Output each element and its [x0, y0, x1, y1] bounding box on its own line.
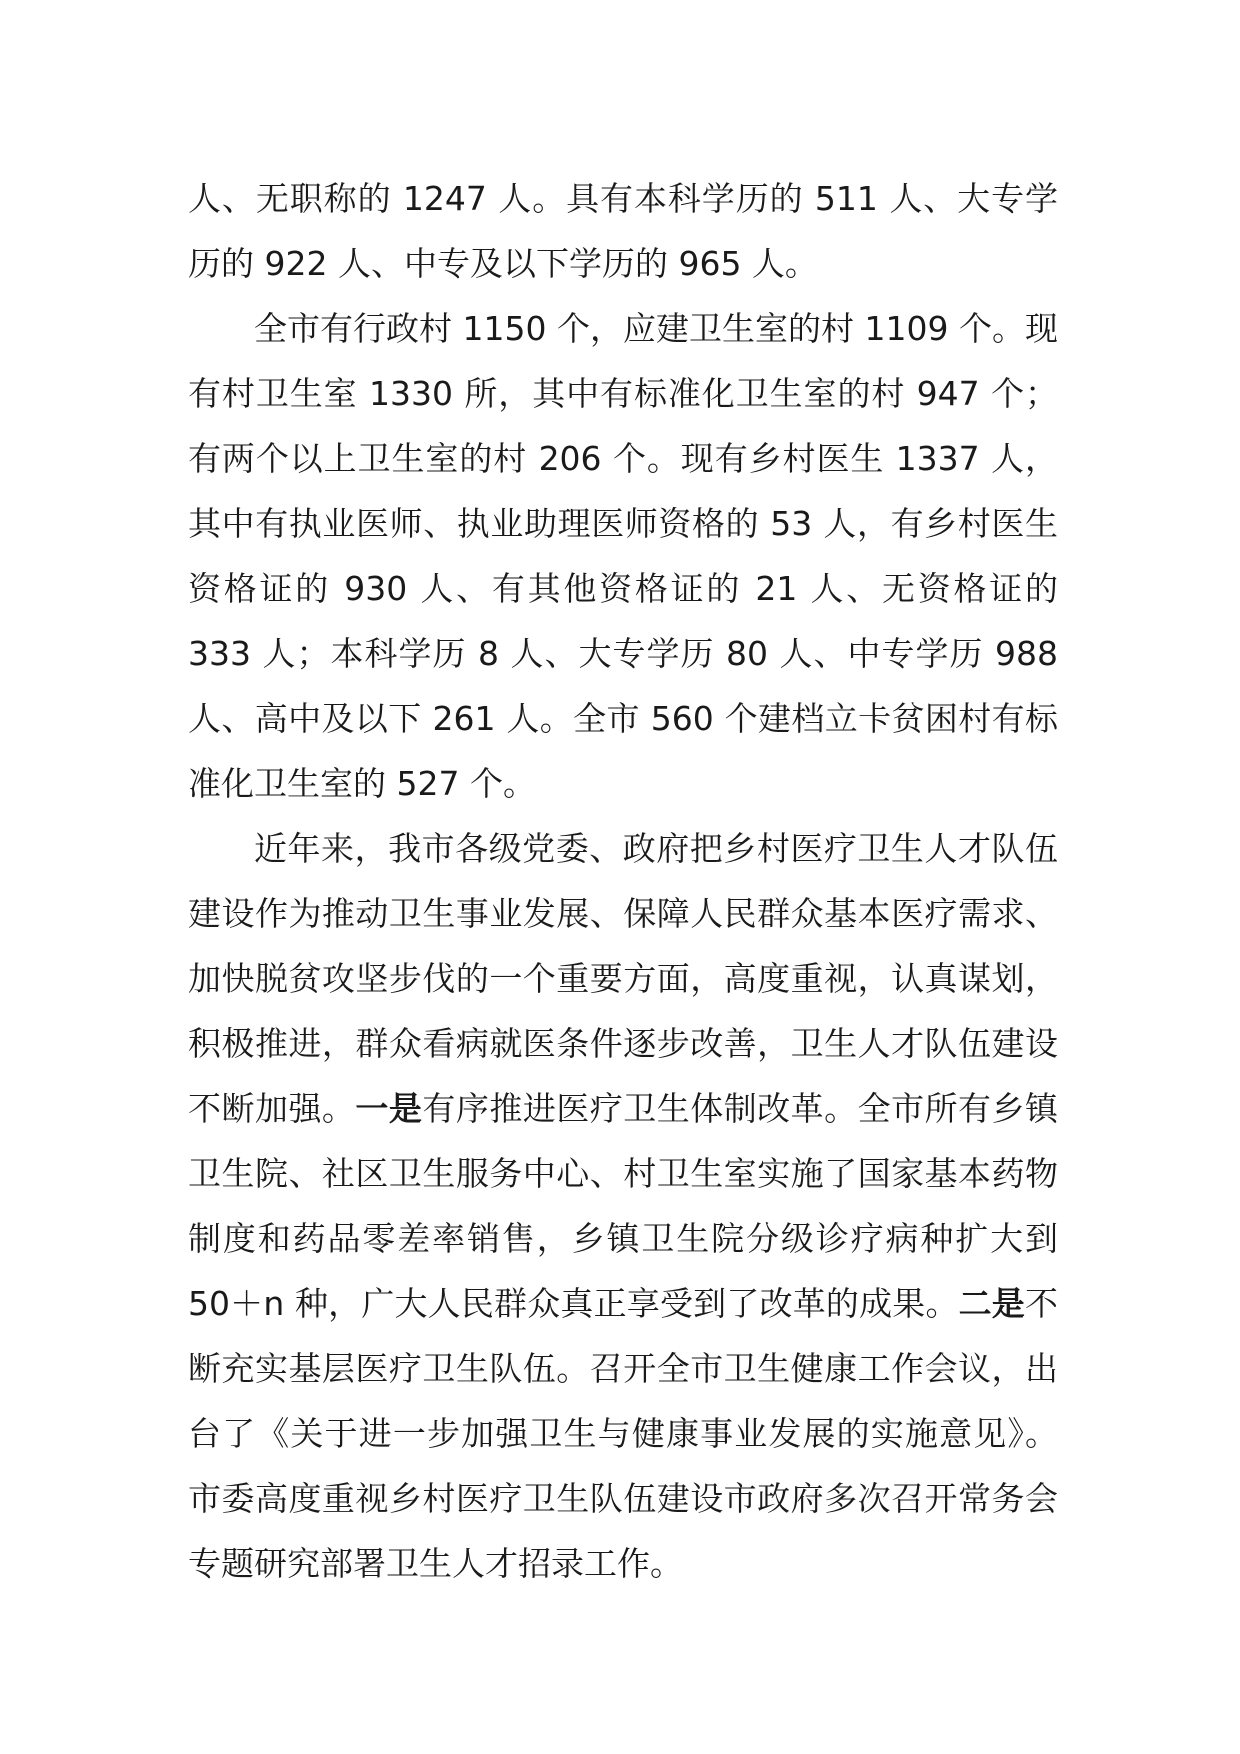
paragraph-text: 全市有行政村 1150 个，应建卫生室的村 1109 个。现有村卫生室 1330 所，其中有标准化卫生室的村 947 个；有两个以上卫生室的村 206 个。现有乡村医生 1337 人，其中有执业医师、执业助理医师资格的 53 人，有乡村医生资格证的 930 人、有其他资格证的 21 人、无资格证的 333 人；本科学历 8 人、大专学历 80 人、中专学历 988 人、高中及以下 261 人。全市 560 个建档立卡贫困村有标准化卫生室的 527 个。 [188, 309, 1058, 803]
paragraph-text: 人、无职称的 1247 人。具有本科学历的 511 人、大专学历的 922 人、中专及以下学历的 965 人。 [188, 179, 1058, 283]
paragraph-2 [188, 296, 1058, 816]
paragraph-1 [188, 166, 1058, 296]
bold-marker-first: 一是 [355, 1089, 423, 1128]
paragraph-text: 不断充实基层医疗卫生队伍。召开全市卫生健康工作会议，出台了《关于进一步加强卫生与健康事业发展的实施意见》。市委高度重视乡村医疗卫生队伍建设市政府多次召开常务会专题研究部署卫生人才招录工作。 [188, 1284, 1058, 1583]
paragraph-3 [188, 816, 1058, 1596]
bold-marker-second: 二是 [958, 1284, 1025, 1323]
paragraph-text: 有序推进医疗卫生体制改革。全市所有乡镇卫生院、社区卫生服务中心、村卫生室实施了国家基本药物制度和药品零差率销售，乡镇卫生院分级诊疗病种扩大到 50＋n 种，广大人民群众真正享受到了改革的成果。 [188, 1089, 1059, 1323]
paragraph-text: 近年来，我市各级党委、政府把乡村医疗卫生人才队伍建设作为推动卫生事业发展、保障人民群众基本医疗需求、加快脱贫攻坚步伐的一个重要方面，高度重视，认真谋划，积极推进，群众看病就医条件逐步改善，卫生人才队伍建设不断加强。 [188, 829, 1058, 1128]
document-body [188, 166, 1058, 1596]
